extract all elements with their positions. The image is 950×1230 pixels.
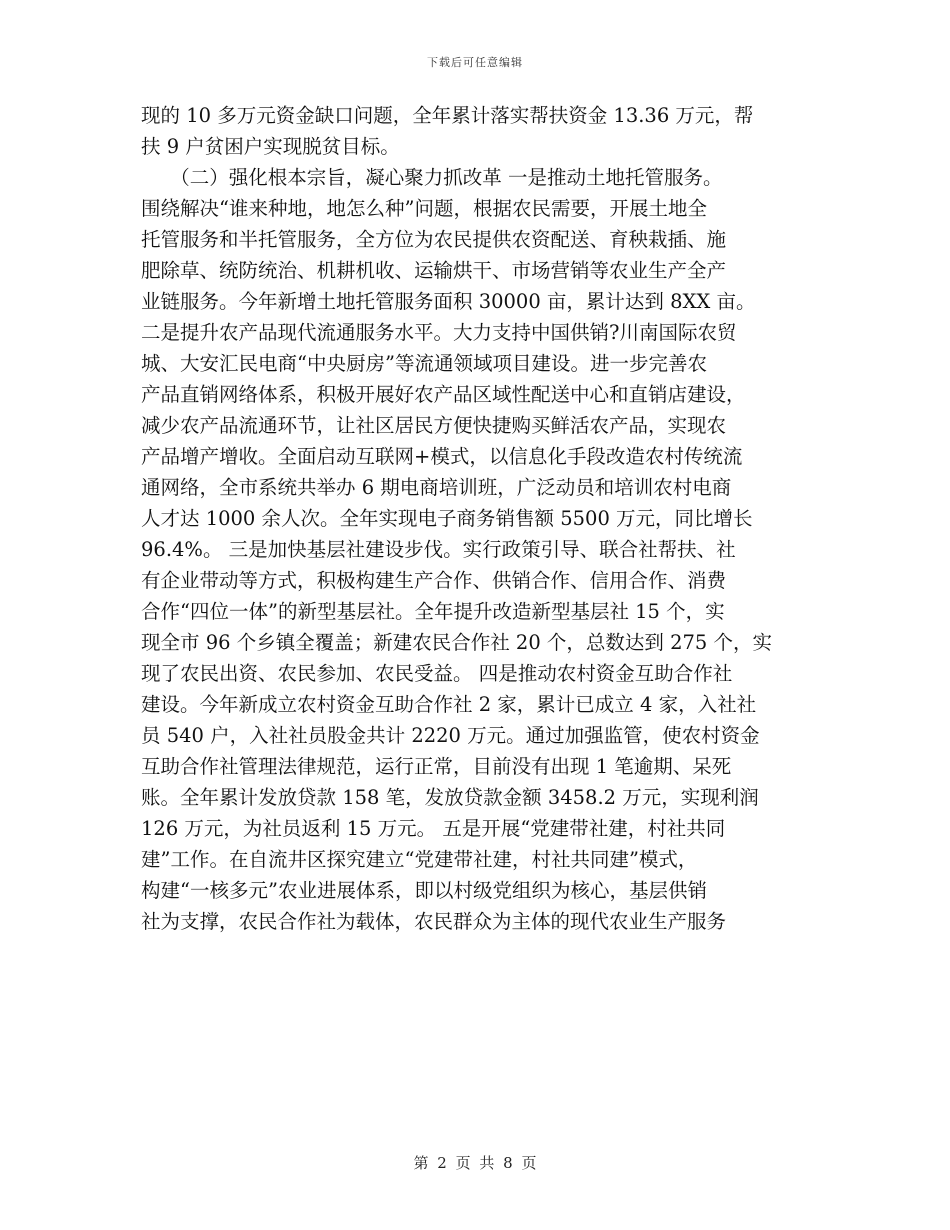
text-line: 有企业带动等方式，积极构建生产合作、供销合作、信用合作、消费 — [141, 569, 727, 592]
text-line: 现全市 96 个乡镇全覆盖；新建农民合作社 20 个，总数达到 275 个，实 — [141, 631, 773, 654]
text-line: 城、大安汇民电商“中央厨房”等流通领域项目建设。进一步完善农 — [141, 352, 707, 375]
page-header: 下载后可任意编辑 — [427, 56, 523, 69]
text-line: 现的 10 多万元资金缺口问题，全年累计落实帮扶资金 13.36 万元，帮 — [141, 104, 754, 127]
document-body — [141, 100, 809, 937]
text-line: （二）强化根本宗旨，凝心聚力抓改革 一是推动土地托管服务。 — [141, 166, 723, 189]
text-line: 合作“四位一体”的新型基层社。全年提升改造新型基层社 15 个，实 — [141, 600, 725, 623]
text-line: 二是提升农产品现代流通服务水平。大力支持中国供销?川南国际农贸 — [141, 321, 737, 344]
text-line: 账。全年累计发放贷款 158 笔，发放贷款金额 3458.2 万元，实现利润 — [141, 786, 759, 809]
text-line: 托管服务和半托管服务，全方位为农民提供农资配送、育秧栽插、施 — [141, 228, 727, 251]
text-line: 产品增产增收。全面启动互联网+模式，以信息化手段改造农村传统流 — [141, 445, 743, 468]
text-line: 业链服务。今年新增土地托管服务面积 30000 亩，累计达到 8XX 亩。 — [141, 290, 756, 313]
text-line: 人才达 1000 余人次。全年实现电子商务销售额 5500 万元，同比增长 — [141, 507, 753, 530]
text-line: 员 540 户，入社社员股金共计 2220 万元。通过加强监管，使农村资金 — [141, 724, 760, 747]
text-line: 建设。今年新成立农村资金互助合作社 2 家，累计已成立 4 家，入社社 — [141, 693, 757, 716]
text-line: 通网络，全市系统共举办 6 期电商培训班，广泛动员和培训农村电商 — [141, 476, 732, 499]
text-line: 构建“一核多元”农业进展体系，即以村级党组织为核心，基层供销 — [141, 879, 707, 902]
text-line: 减少农产品流通环节，让社区居民方便快捷购买鲜活农产品，实现农 — [141, 414, 727, 437]
text-line: 扶 9 户贫困户实现脱贫目标。 — [141, 135, 400, 158]
text-line: 互助合作社管理法律规范，运行正常，目前没有出现 1 笔逾期、呆死 — [141, 755, 732, 778]
text-line: 产品直销网络体系，积极开展好农产品区域性配送中心和直销店建设， — [141, 383, 746, 406]
page-number-footer: 第 2 页 共 8 页 — [413, 1154, 537, 1172]
text-line: 126 万元，为社员返利 15 万元。 五是开展“党建带社建，村社共同 — [141, 817, 726, 840]
text-line: 肥除草、统防统治、机耕机收、运输烘干、市场营销等农业生产全产 — [141, 259, 727, 282]
text-line: 社为支撑，农民合作社为载体，农民群众为主体的现代农业生产服务 — [141, 910, 727, 933]
text-line: 现了农民出资、农民参加、农民受益。 四是推动农村资金互助合作社 — [141, 662, 733, 685]
text-line: 围绕解决“谁来种地，地怎么种”问题，根据农民需要，开展土地全 — [141, 197, 707, 220]
text-line: 96.4%。 三是加快基层社建设步伐。实行政策引导、联合社帮扶、社 — [141, 538, 736, 561]
text-line: 建”工作。在自流井区探究建立“党建带社建，村社共同建”模式， — [141, 848, 698, 871]
